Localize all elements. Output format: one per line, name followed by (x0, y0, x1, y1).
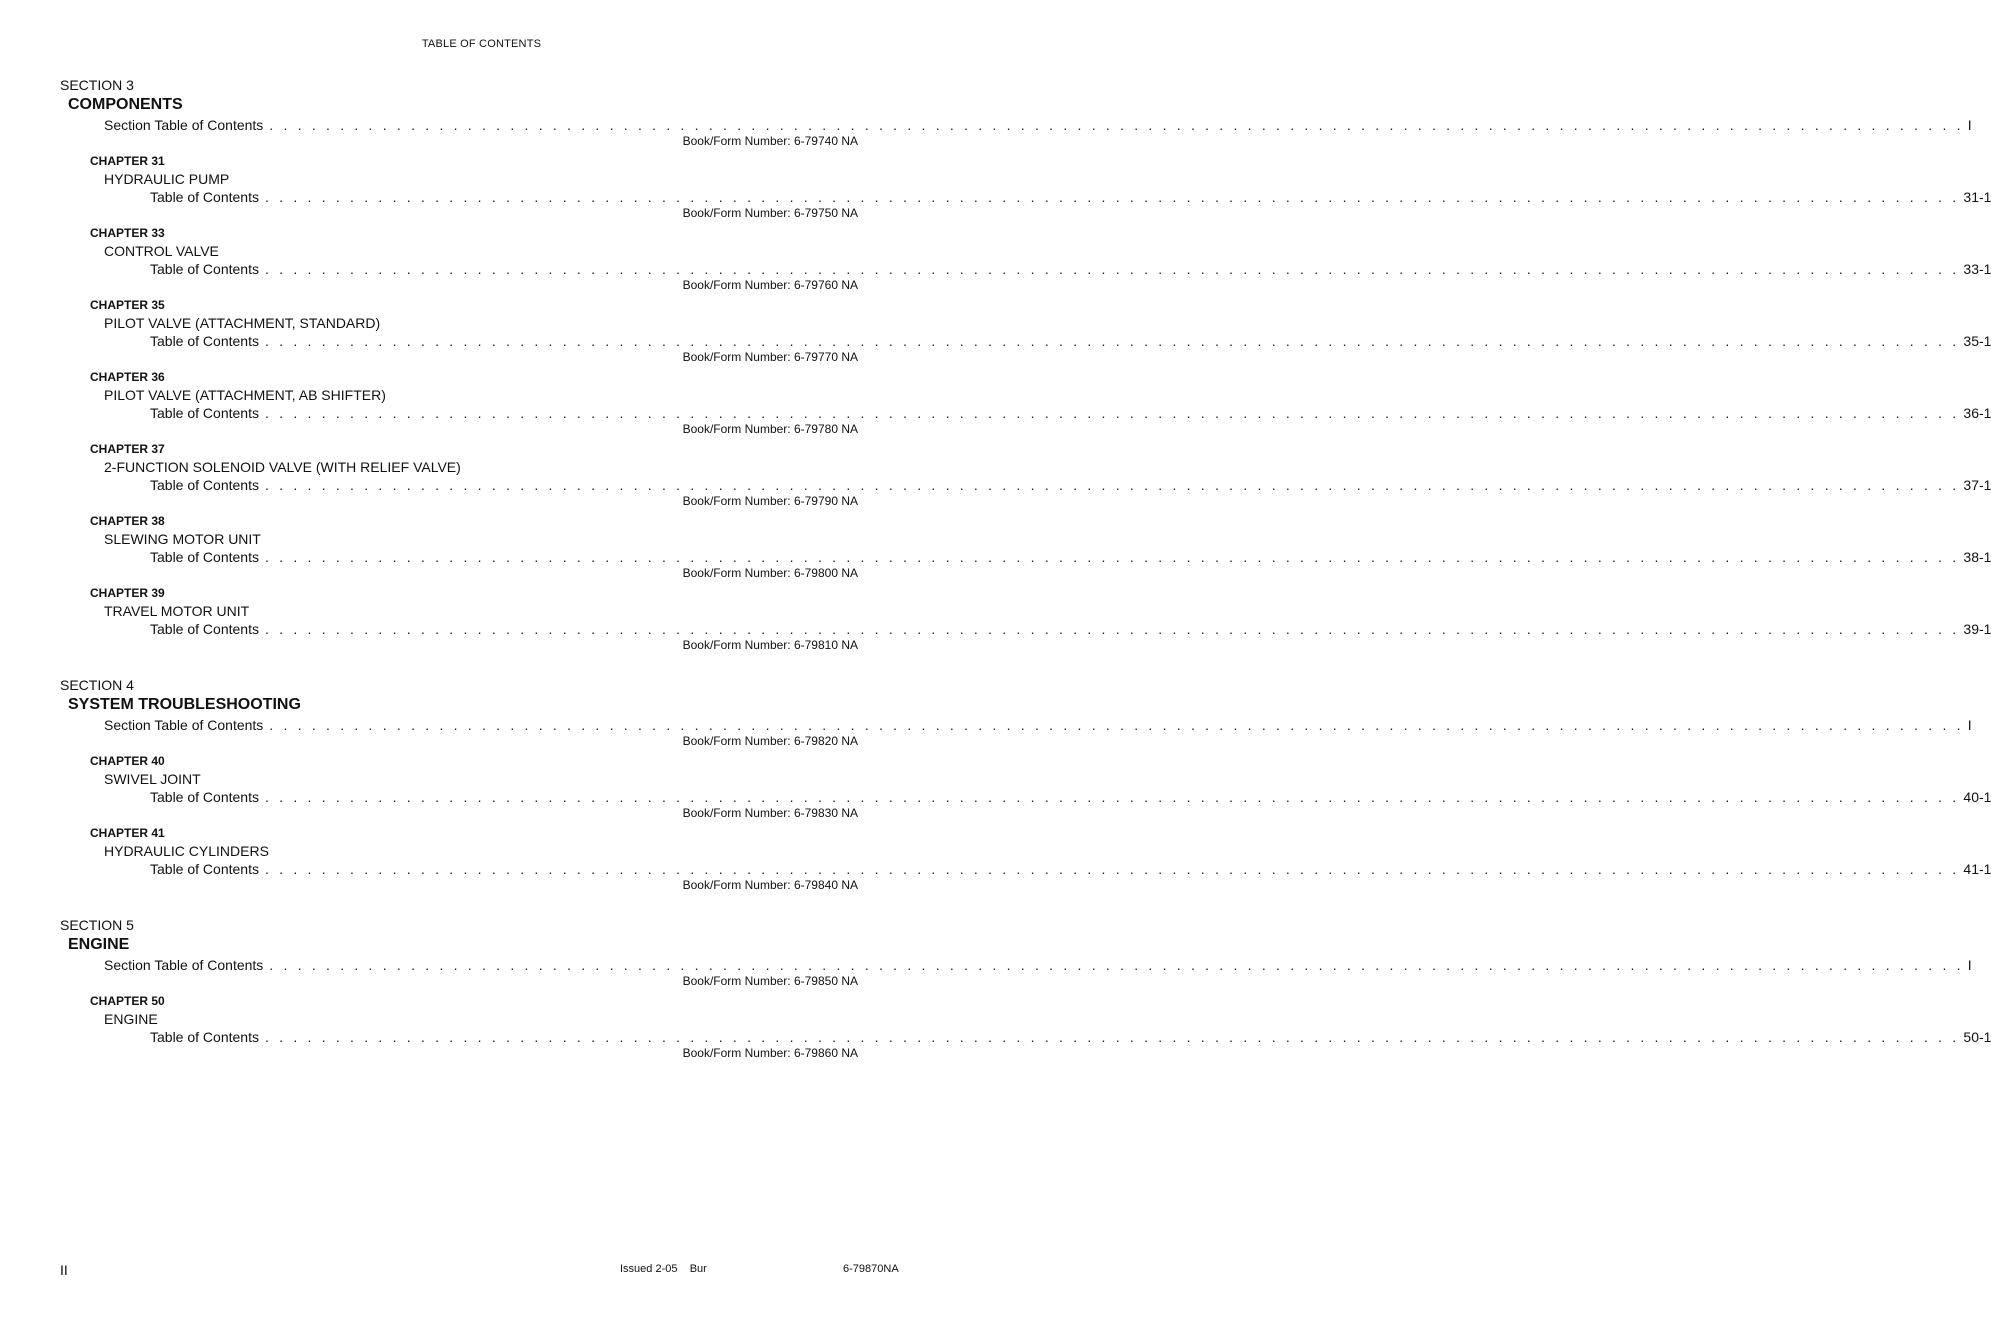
running-header-title: TABLE OF CONTENTS (421, 38, 542, 50)
chapter-title: CONTROL VALVE (104, 243, 219, 259)
chapter-block (0, 224, 1991, 296)
section-title: ENGINE (68, 936, 130, 953)
dot-leader: . . . . . . . . . . . . . . . . . . . . . . . . . . . . . . . . . . . . . . . . . . . . . . . . . . . . . . . . . . . . . . . . . . . . . . . . . . . . . . . . . . . . . . . . . . . . . . . . . . . . . . . . . . . . . . . . . . . . . . . . (264, 621, 1960, 637)
dot-leader: . . . . . . . . . . . . . . . . . . . . . . . . . . . . . . . . . . . . . . . . . . . . . . . . . . . . . . . . . . . . . . . . . . . . . . . . . . . . . . . . . . . . . . . . . . . . . . . . . . . . . . . . . . . . . . . . . . . . . . . . (264, 333, 1960, 349)
chapter-page-ref[interactable]: 50-1 (1963, 1029, 1991, 1045)
chapter-title: HYDRAULIC PUMP (104, 171, 230, 187)
chapter-title: TRAVEL MOTOR UNIT (104, 603, 250, 619)
dot-leader: . . . . . . . . . . . . . . . . . . . . . . . . . . . . . . . . . . . . . . . . . . . . . . . . . . . . . . . . . . . . . . . . . . . . . . . . . . . . . . . . . . . . . . . . . . . . . . . . . . . . . . . . . . . . . . . . . . . . . . . . (264, 861, 1960, 877)
section-page-ref[interactable]: I (1967, 957, 1972, 973)
section-number: SECTION 5 (60, 917, 134, 933)
section-toc-entry[interactable] (0, 116, 1972, 134)
chapter-number: CHAPTER 50 (90, 994, 165, 1008)
chapter-page-ref[interactable]: 39-1 (1963, 621, 1991, 637)
section-page-ref[interactable]: I (1967, 717, 1972, 733)
table-of-contents (0, 76, 1991, 1084)
page-footer (0, 1262, 1024, 1280)
book-form-number: Book/Form Number: 6-79830 NA (682, 806, 858, 820)
chapter-toc-label[interactable]: Table of Contents (150, 861, 259, 877)
chapter-block (0, 368, 1991, 440)
chapter-page-ref[interactable]: 37-1 (1963, 477, 1991, 493)
dot-leader: . . . . . . . . . . . . . . . . . . . . . . . . . . . . . . . . . . . . . . . . . . . . . . . . . . . . . . . . . . . . . . . . . . . . . . . . . . . . . . . . . . . . . . . . . . . . . . . . . . . . . . . . . . . . . . . . . . . . . . . . (264, 549, 1960, 565)
section-number: SECTION 4 (60, 677, 134, 693)
book-form-number: Book/Form Number: 6-79760 NA (682, 278, 858, 292)
chapter-toc-entry[interactable] (0, 188, 1991, 206)
section-toc-label[interactable]: Section Table of Contents (104, 957, 264, 973)
chapter-number: CHAPTER 40 (90, 754, 165, 768)
chapter-toc-entry[interactable] (0, 332, 1991, 350)
chapter-toc-entry[interactable] (0, 260, 1991, 278)
chapter-page-ref[interactable]: 40-1 (1963, 789, 1991, 805)
chapter-toc-entry[interactable] (0, 404, 1991, 422)
chapter-toc-label[interactable]: Table of Contents (150, 621, 259, 637)
chapter-title: SWIVEL JOINT (104, 771, 201, 787)
section-toc-label[interactable]: Section Table of Contents (104, 717, 264, 733)
chapter-block (0, 296, 1991, 368)
chapter-page-ref[interactable]: 31-1 (1963, 189, 1991, 205)
section-block (0, 916, 1991, 1064)
chapter-title: SLEWING MOTOR UNIT (104, 531, 261, 547)
chapter-toc-label[interactable]: Table of Contents (150, 549, 259, 565)
chapter-toc-label[interactable]: Table of Contents (150, 477, 259, 493)
chapter-toc-entry[interactable] (0, 860, 1991, 878)
dot-leader: . . . . . . . . . . . . . . . . . . . . . . . . . . . . . . . . . . . . . . . . . . . . . . . . . . . . . . . . . . . . . . . . . . . . . . . . . . . . . . . . . . . . . . . . . . . . . . . . . . . . . . . . . . . . . . . . . . . . . . . . (269, 957, 1964, 973)
chapter-number: CHAPTER 35 (90, 298, 165, 312)
chapter-toc-label[interactable]: Table of Contents (150, 789, 259, 805)
section-block (0, 676, 1991, 896)
chapter-title: PILOT VALVE (ATTACHMENT, STANDARD) (104, 315, 381, 331)
section-toc-label[interactable]: Section Table of Contents (104, 117, 264, 133)
section-toc-entry[interactable] (0, 956, 1972, 974)
chapter-block (0, 752, 1991, 824)
footer-issued-date: Issued 2-05 Bur (620, 1263, 707, 1275)
chapter-page-ref[interactable]: 41-1 (1963, 861, 1991, 877)
book-form-number: Book/Form Number: 6-79750 NA (682, 206, 858, 220)
chapter-page-ref[interactable]: 38-1 (1963, 549, 1991, 565)
dot-leader: . . . . . . . . . . . . . . . . . . . . . . . . . . . . . . . . . . . . . . . . . . . . . . . . . . . . . . . . . . . . . . . . . . . . . . . . . . . . . . . . . . . . . . . . . . . . . . . . . . . . . . . . . . . . . . . . . . . . . . . . (264, 189, 1960, 205)
section-number: SECTION 3 (60, 77, 134, 93)
chapter-toc-entry[interactable] (0, 548, 1991, 566)
dot-leader: . . . . . . . . . . . . . . . . . . . . . . . . . . . . . . . . . . . . . . . . . . . . . . . . . . . . . . . . . . . . . . . . . . . . . . . . . . . . . . . . . . . . . . . . . . . . . . . . . . . . . . . . . . . . . . . . . . . . . . . . (264, 405, 1960, 421)
footer-page-number: II (60, 1262, 68, 1278)
chapter-toc-label[interactable]: Table of Contents (150, 189, 259, 205)
chapter-number: CHAPTER 36 (90, 370, 165, 384)
chapter-page-ref[interactable]: 35-1 (1963, 333, 1991, 349)
section-toc-entry[interactable] (0, 716, 1972, 734)
chapter-number: CHAPTER 38 (90, 514, 165, 528)
book-form-number: Book/Form Number: 6-79790 NA (682, 494, 858, 508)
chapter-block (0, 440, 1991, 512)
dot-leader: . . . . . . . . . . . . . . . . . . . . . . . . . . . . . . . . . . . . . . . . . . . . . . . . . . . . . . . . . . . . . . . . . . . . . . . . . . . . . . . . . . . . . . . . . . . . . . . . . . . . . . . . . . . . . . . . . . . . . . . . (264, 261, 1960, 277)
dot-leader: . . . . . . . . . . . . . . . . . . . . . . . . . . . . . . . . . . . . . . . . . . . . . . . . . . . . . . . . . . . . . . . . . . . . . . . . . . . . . . . . . . . . . . . . . . . . . . . . . . . . . . . . . . . . . . . . . . . . . . . . (264, 789, 1960, 805)
book-form-number: Book/Form Number: 6-79780 NA (682, 422, 858, 436)
book-form-number: Book/Form Number: 6-79800 NA (682, 566, 858, 580)
chapter-toc-entry[interactable] (0, 620, 1991, 638)
book-form-number: Book/Form Number: 6-79820 NA (682, 734, 858, 748)
chapter-toc-entry[interactable] (0, 788, 1991, 806)
book-form-number: Book/Form Number: 6-79770 NA (682, 350, 858, 364)
section-title: COMPONENTS (68, 96, 183, 113)
chapter-toc-label[interactable]: Table of Contents (150, 1029, 259, 1045)
chapter-block (0, 512, 1991, 584)
chapter-toc-entry[interactable] (0, 1028, 1991, 1046)
section-page-ref[interactable]: I (1967, 117, 1972, 133)
book-form-number: Book/Form Number: 6-79850 NA (682, 974, 858, 988)
chapter-block (0, 992, 1991, 1064)
dot-leader: . . . . . . . . . . . . . . . . . . . . . . . . . . . . . . . . . . . . . . . . . . . . . . . . . . . . . . . . . . . . . . . . . . . . . . . . . . . . . . . . . . . . . . . . . . . . . . . . . . . . . . . . . . . . . . . . . . . . . . . . (269, 717, 1964, 733)
chapter-block (0, 824, 1991, 896)
section-title: SYSTEM TROUBLESHOOTING (68, 696, 301, 713)
chapter-toc-entry[interactable] (0, 476, 1991, 494)
chapter-title: ENGINE (104, 1011, 158, 1027)
chapter-toc-label[interactable]: Table of Contents (150, 405, 259, 421)
dot-leader: . . . . . . . . . . . . . . . . . . . . . . . . . . . . . . . . . . . . . . . . . . . . . . . . . . . . . . . . . . . . . . . . . . . . . . . . . . . . . . . . . . . . . . . . . . . . . . . . . . . . . . . . . . . . . . . . . . . . . . . . (264, 1029, 1960, 1045)
chapter-title: 2-FUNCTION SOLENOID VALVE (WITH RELIEF VALVE) (104, 459, 461, 475)
chapter-page-ref[interactable]: 33-1 (1963, 261, 1991, 277)
chapter-toc-label[interactable]: Table of Contents (150, 261, 259, 277)
dot-leader: . . . . . . . . . . . . . . . . . . . . . . . . . . . . . . . . . . . . . . . . . . . . . . . . . . . . . . . . . . . . . . . . . . . . . . . . . . . . . . . . . . . . . . . . . . . . . . . . . . . . . . . . . . . . . . . . . . . . . . . . (264, 477, 1960, 493)
dot-leader: . . . . . . . . . . . . . . . . . . . . . . . . . . . . . . . . . . . . . . . . . . . . . . . . . . . . . . . . . . . . . . . . . . . . . . . . . . . . . . . . . . . . . . . . . . . . . . . . . . . . . . . . . . . . . . . . . . . . . . . . (269, 117, 1964, 133)
book-form-number: Book/Form Number: 6-79860 NA (682, 1046, 858, 1060)
chapter-toc-label[interactable]: Table of Contents (150, 333, 259, 349)
book-form-number: Book/Form Number: 6-79810 NA (682, 638, 858, 652)
section-block (0, 76, 1991, 656)
chapter-number: CHAPTER 37 (90, 442, 165, 456)
chapter-page-ref[interactable]: 36-1 (1963, 405, 1991, 421)
book-form-number: Book/Form Number: 6-79740 NA (682, 134, 858, 148)
chapter-block (0, 152, 1991, 224)
chapter-number: CHAPTER 41 (90, 826, 165, 840)
chapter-title: HYDRAULIC CYLINDERS (104, 843, 269, 859)
chapter-number: CHAPTER 39 (90, 586, 165, 600)
chapter-number: CHAPTER 33 (90, 226, 165, 240)
footer-document-code: 6-79870NA (843, 1263, 899, 1275)
book-form-number: Book/Form Number: 6-79840 NA (682, 878, 858, 892)
chapter-title: PILOT VALVE (ATTACHMENT, AB SHIFTER) (104, 387, 386, 403)
chapter-number: CHAPTER 31 (90, 154, 165, 168)
chapter-block (0, 584, 1991, 656)
